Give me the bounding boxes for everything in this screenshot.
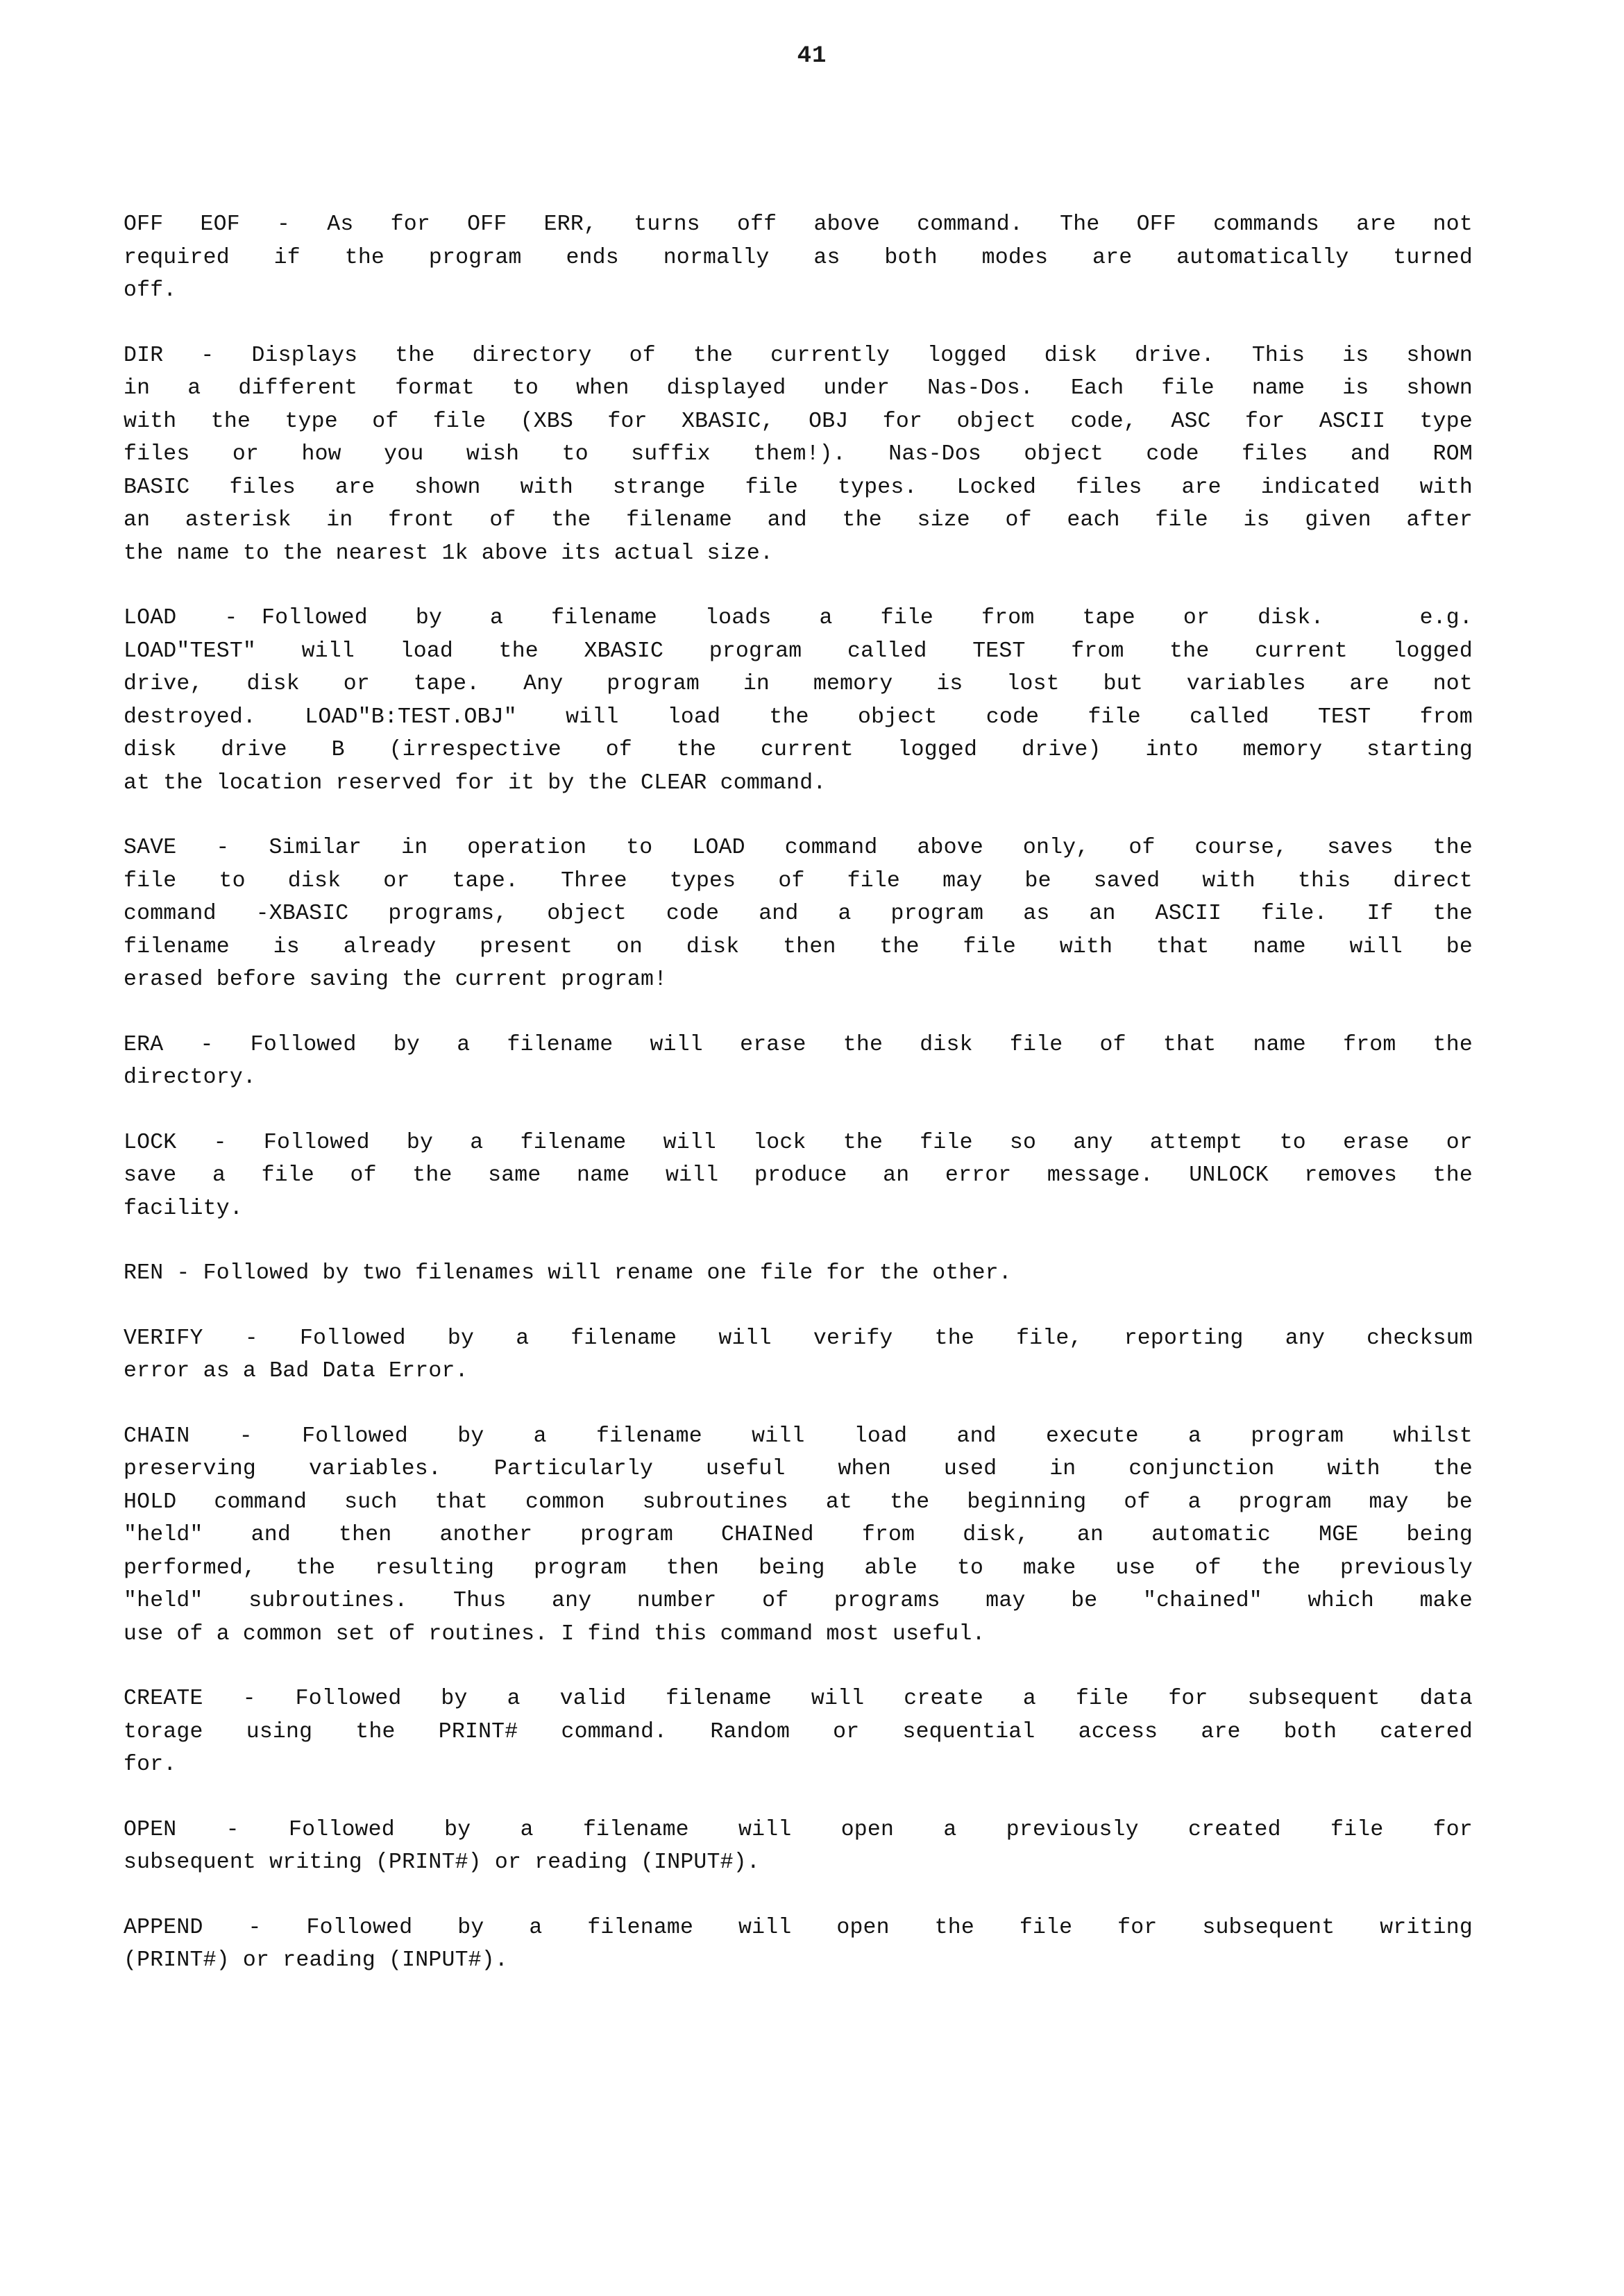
text-line: "held" and then another program CHAINed from disk, an automatic MGE being [124, 1523, 1473, 1547]
paragraph-lock [124, 1126, 1473, 1226]
text-line: command -XBASIC programs, object code and a program as an ASCII file. If the [124, 902, 1473, 926]
text-line: erased before saving the current program! [124, 968, 668, 992]
text-line: file to disk or tape. Three types of file may be saved with this direct [124, 868, 1473, 893]
text-line: VERIFY - Followed by a filename will verify the file, reporting any checksum [124, 1326, 1473, 1351]
text-line: directory. [124, 1065, 257, 1090]
text-line: OFF EOF - As for OFF ERR, turns off above command. The OFF commands are not [124, 212, 1473, 237]
paragraph-off-eof [124, 208, 1473, 307]
text-line: in a different format to when displayed under Nas-Dos. Each file name is shown [124, 376, 1473, 400]
document-body [124, 208, 1473, 1977]
text-line: the name to the nearest 1k above its actual size. [124, 541, 774, 566]
text-line: disk drive B (irrespective of the current logged drive) into memory starting [124, 738, 1473, 762]
paragraph-verify [124, 1322, 1473, 1388]
text-line: with the type of file (XBS for XBASIC, OBJ for object code, ASC for ASCII type [124, 409, 1473, 434]
text-line: ERA - Followed by a filename will erase the disk file of that name from the [124, 1032, 1473, 1057]
text-line: off. [124, 278, 177, 303]
text-line: HOLD command such that common subroutines at the beginning of a program may be [124, 1489, 1473, 1514]
text-line: DIR - Displays the directory of the currently logged disk drive. This is shown [124, 343, 1473, 368]
text-line: error as a Bad Data Error. [124, 1359, 468, 1383]
paragraph-open [124, 1814, 1473, 1880]
text-line: facility. [124, 1196, 243, 1221]
text-line: destroyed. LOAD"B:TEST.OBJ" will load the object code file called TEST from [124, 704, 1473, 729]
text-line: preserving variables. Particularly useful when used in conjunction with the [124, 1457, 1473, 1481]
text-line: LOCK - Followed by a filename will lock the file so any attempt to erase or [124, 1130, 1473, 1155]
text-line: (PRINT#) or reading (INPUT#). [124, 1948, 508, 1973]
text-line: torage using the PRINT# command. Random or sequential access are both catered [124, 1719, 1473, 1744]
text-line: SAVE - Similar in operation to LOAD command above only, of course, saves the [124, 836, 1473, 860]
text-line: CHAIN - Followed by a filename will load and execute a program whilst [124, 1424, 1473, 1449]
paragraph-era [124, 1029, 1473, 1095]
paragraph-create [124, 1682, 1473, 1782]
text-line: for. [124, 1753, 177, 1777]
paragraph-ren [124, 1257, 1473, 1290]
text-line: an asterisk in front of the filename and the size of each file is given after [124, 508, 1473, 532]
text-line: LOAD"TEST" will load the XBASIC program called TEST from the current logged [124, 639, 1473, 664]
text-line: save a file of the same name will produce an error message. UNLOCK removes the [124, 1163, 1473, 1188]
text-line: CREATE - Followed by a valid filename will create a file for subsequent data [124, 1687, 1473, 1711]
text-line: filename is already present on disk then the file with that name will be [124, 934, 1473, 959]
paragraph-append [124, 1911, 1473, 1977]
page-number: 41 [797, 43, 827, 69]
text-line: use of a common set of routines. I find this command most useful. [124, 1621, 986, 1646]
text-line: required if the program ends normally as both modes are automatically turned [124, 245, 1473, 270]
paragraph-dir [124, 339, 1473, 571]
paragraph-load [124, 602, 1473, 800]
text-line: OPEN - Followed by a filename will open a previously created file for [124, 1817, 1473, 1842]
text-line: subsequent writing (PRINT#) or reading (INPUT#). [124, 1850, 760, 1875]
paragraph-save [124, 832, 1473, 997]
text-line: LOAD - Followed by a filename loads a file from tape or disk. e.g. [124, 606, 1473, 630]
text-line: drive, disk or tape. Any program in memory is lost but variables are not [124, 672, 1473, 696]
text-line: "held" subroutines. Thus any number of programs may be "chained" which make [124, 1589, 1473, 1613]
paragraph-chain [124, 1420, 1473, 1651]
text-line: performed, the resulting program then being able to make use of the previously [124, 1555, 1473, 1580]
text-line: BASIC files are shown with strange file types. Locked files are indicated with [124, 475, 1473, 500]
text-line: REN - Followed by two filenames will rename one file for the other. [124, 1261, 1012, 1285]
text-line: APPEND - Followed by a filename will open the file for subsequent writing [124, 1915, 1473, 1940]
text-line: files or how you wish to suffix them!). Nas-Dos object code files and ROM [124, 442, 1473, 466]
text-line: at the location reserved for it by the CLEAR command. [124, 770, 827, 795]
